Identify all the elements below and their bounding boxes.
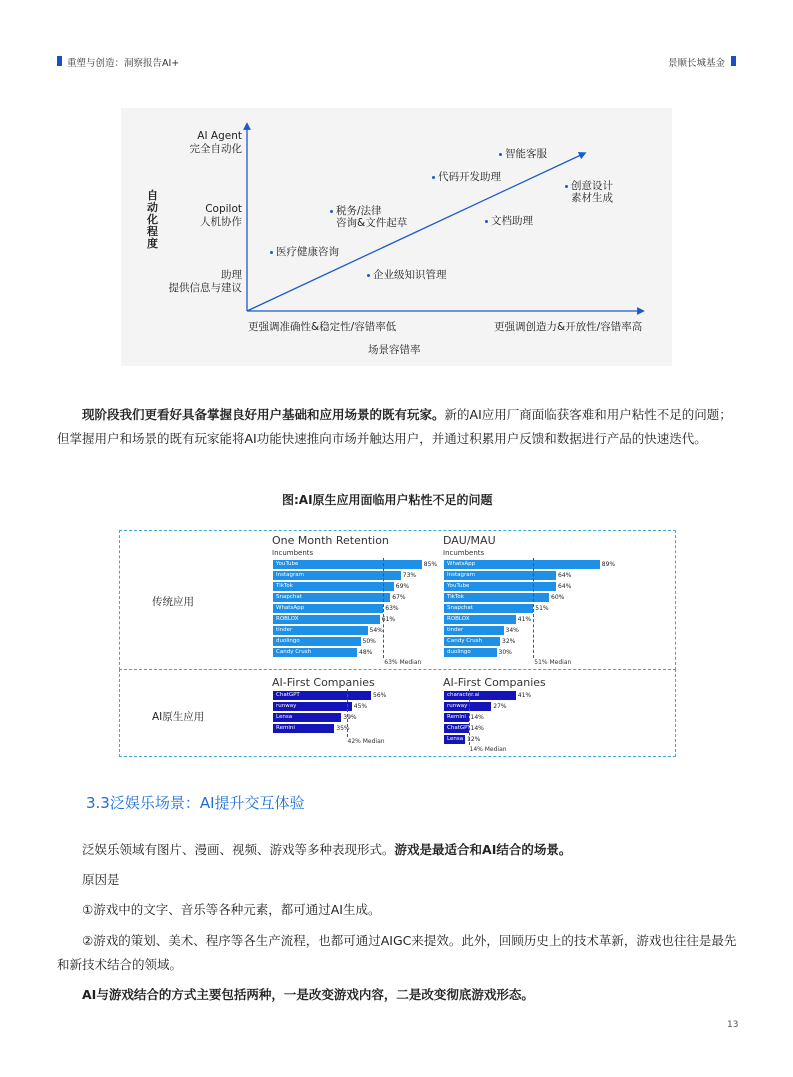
ai-dau-median-label: 14% Median	[469, 746, 507, 753]
dau-bar-label: ROBLOX	[447, 616, 470, 622]
y-tick-agent: AI Agent 完全自动化	[189, 130, 242, 155]
figure-title: 图:AI原生应用面临用户粘性不足的问题	[282, 493, 493, 507]
ai-dau-bar-character-ai	[444, 691, 532, 700]
retention-bar-label: duolingo	[276, 638, 300, 644]
retention-bar-value: 73%	[402, 572, 417, 579]
header-accent-right	[731, 56, 736, 66]
ai-retention-bar-value: 35%	[336, 725, 350, 732]
dau-bar-value: 51%	[535, 605, 549, 612]
ai-dau-bar-chatgpt	[444, 724, 484, 733]
dau-bar-value: 64%	[558, 583, 572, 590]
header-left-title: 重塑与创造：洞察报告AI+	[67, 58, 180, 69]
dau-bar-duolingo	[444, 648, 512, 657]
dau-bar-roblox	[444, 615, 532, 624]
ai-retention-bar-runway	[273, 702, 368, 711]
paragraph-point-1: ①游戏中的文字、音乐等各种元素，都可通过AI生成。	[82, 902, 381, 917]
dau-title: DAU/MAU	[443, 534, 496, 547]
ai-dau-bar-value: 12%	[467, 736, 481, 743]
dau-bar-label: YouTube	[447, 583, 470, 589]
point-creative: 创意设计 素材生成	[565, 180, 613, 204]
row-label-traditional: 传统应用	[152, 596, 194, 608]
retention-bar-candy-crush	[273, 648, 373, 657]
x-label-left: 更强调准确性&稳定性/容错率低	[248, 321, 397, 333]
retention-title: One Month Retention	[272, 534, 389, 547]
point-enterprise-km: 企业级知识管理	[367, 269, 447, 281]
retention-bar-label: TikTok	[276, 583, 293, 589]
paragraph-entertainment: 泛娱乐领域有图片、漫画、视频、游戏等多种表现形式。游戏是最适合和AI结合的场景。	[82, 842, 572, 857]
ai-retention-bar-label: ChatGPT	[276, 692, 300, 698]
retention-bar-value: 63%	[385, 605, 399, 612]
dau-bar-label: duolingo	[447, 649, 471, 655]
dau-bar-value: 30%	[498, 649, 512, 656]
dau-bar-snapchat	[444, 604, 549, 613]
retention-bar-whatsapp	[273, 604, 399, 613]
retention-bar-label: WhatsApp	[276, 605, 305, 611]
ai-retention-title: AI-First Companies	[272, 676, 375, 689]
ai-retention-bar-value: 39%	[343, 714, 357, 721]
point-smart-cs: 智能客服	[499, 148, 547, 160]
page-number: 13	[727, 1020, 739, 1030]
paragraph-reason: 原因是	[82, 872, 120, 887]
dau-bar-value: 60%	[551, 594, 565, 601]
ai-dau-bar-value: 27%	[493, 703, 507, 710]
retention-bar-youtube	[273, 560, 438, 569]
dau-bar-value: 32%	[502, 638, 516, 645]
dau-bar-label: Snapchat	[447, 605, 473, 611]
ai-retention-bar-label: Lensa	[276, 714, 293, 720]
dau-bar-label: WhatsApp	[447, 561, 476, 567]
retention-bar-value: 67%	[392, 594, 406, 601]
point-medical: 医疗健康咨询	[270, 246, 339, 258]
retention-bar-value: 54%	[369, 627, 383, 634]
ai-dau-bar-value: 14%	[470, 714, 484, 721]
paragraph-point-2: ②游戏的策划、美术、程序等各生产流程，也都可通过AIGC来提效。此外，回顾历史上的技术革新，游戏也往往是最先和新技术结合的领域。	[57, 933, 737, 972]
dau-bar-value: 64%	[558, 572, 572, 579]
retention-bar-value: 61%	[381, 616, 396, 623]
retention-bar-label: YouTube	[276, 561, 299, 567]
retention-median-label: 63% Median	[384, 659, 422, 666]
retention-bar-tinder	[273, 626, 383, 635]
dau-bar-youtube	[444, 582, 572, 591]
retention-bar-label: Candy Crush	[276, 649, 312, 655]
row-label-ai-native: AI原生应用	[152, 711, 205, 723]
ai-retention-bar-label: Remini	[276, 725, 295, 731]
header-right-title: 景顺长城基金	[667, 58, 725, 69]
dau-bar-label: Candy Crush	[447, 638, 483, 644]
x-axis-title: 场景容错率	[368, 344, 421, 356]
dau-bar-label: Instagram	[447, 572, 475, 578]
retention-bar-value: 48%	[359, 649, 373, 656]
dau-bar-candy-crush	[444, 637, 516, 646]
point-code-assist: 代码开发助理	[432, 171, 501, 183]
ai-dau-bar-label: Remini	[447, 714, 466, 720]
dau-bar-whatsapp	[444, 560, 616, 569]
dau-bar-instagram	[444, 571, 572, 580]
retention-bar-label: ROBLOX	[276, 616, 299, 622]
dau-bar-label: TikTok	[447, 594, 464, 600]
dau-bar-value: 41%	[517, 616, 532, 623]
ai-retention-bar-value: 45%	[353, 703, 368, 710]
retention-bar-label: Snapchat	[276, 594, 302, 600]
ai-dau-bar-value: 41%	[517, 692, 532, 699]
ai-dau-median-line	[469, 689, 470, 745]
paragraph-conclusion: AI与游戏结合的方式主要包括两种，一是改变游戏内容，二是改变彻底游戏形态。	[82, 987, 534, 1002]
ai-retention-bar-remini	[273, 724, 350, 733]
ai-dau-title: AI-First Companies	[443, 676, 546, 689]
dau-median-label: 51% Median	[534, 659, 572, 666]
dau-median-line	[533, 558, 534, 658]
retention-bar-value: 50%	[362, 638, 376, 645]
dau-subtitle: Incumbents	[443, 549, 485, 557]
y-tick-assistant: 助理 提供信息与建议	[168, 269, 242, 294]
ai-dau-bar-value: 14%	[470, 725, 484, 732]
dau-bar-value: 89%	[601, 561, 616, 568]
retention-bar-label: tinder	[276, 627, 293, 633]
ai-retention-bar-lensa	[273, 713, 357, 722]
point-tax-law: 税务/法律 咨询&文件起草	[330, 205, 407, 229]
retention-bar-value: 69%	[395, 583, 410, 590]
retention-subtitle: Incumbents	[272, 549, 314, 557]
ai-dau-bar-label: runway	[447, 703, 468, 709]
retention-bar-tiktok	[273, 582, 410, 591]
retention-bar-value: 85%	[423, 561, 438, 568]
dau-bar-label: tinder	[447, 627, 464, 633]
retention-bar-duolingo	[273, 637, 376, 646]
x-label-right: 更强调创造力&开放性/容错率高	[494, 321, 643, 333]
ai-dau-bar-lensa	[444, 735, 481, 744]
retention-bar-snapchat	[273, 593, 406, 602]
dau-bar-value: 34%	[505, 627, 519, 634]
ai-dau-bar-label: ChatGPT	[447, 725, 471, 731]
header-accent-left	[57, 56, 62, 66]
section-heading: 3.3泛娱乐场景：AI提升交互体验	[86, 794, 305, 812]
retention-bar-roblox	[273, 615, 396, 624]
ai-retention-median-label: 42% Median	[347, 738, 385, 745]
point-doc-assist: 文档助理	[485, 215, 533, 227]
retention-bar-label: Instagram	[276, 572, 304, 578]
ai-dau-bar-label: character.ai	[447, 692, 480, 698]
y-axis-title: 自动化程度	[147, 189, 158, 250]
ai-retention-bar-label: runway	[276, 703, 297, 709]
ai-retention-bar-value: 56%	[373, 692, 387, 699]
retention-bar-instagram	[273, 571, 417, 580]
ai-retention-bar-chatgpt	[273, 691, 387, 700]
retention-median-line	[383, 558, 384, 658]
ai-dau-bar-remini	[444, 713, 484, 722]
ai-retention-median-line	[347, 689, 348, 737]
y-tick-copilot: Copilot 人机协作	[200, 203, 242, 228]
ai-dau-bar-label: Lensa	[447, 736, 464, 742]
dau-bar-tinder	[444, 626, 519, 635]
paragraph-incumbents: 现阶段我们更看好具备掌握良好用户基础和应用场景的既有玩家。新的AI应用厂商面临获客难和用户粘性不足的问题；但掌握用户和场景的既有玩家能将AI功能快速推向市场并触达用户，并通过积累用户反馈和数据进行产品的快速迭代。	[57, 407, 732, 446]
